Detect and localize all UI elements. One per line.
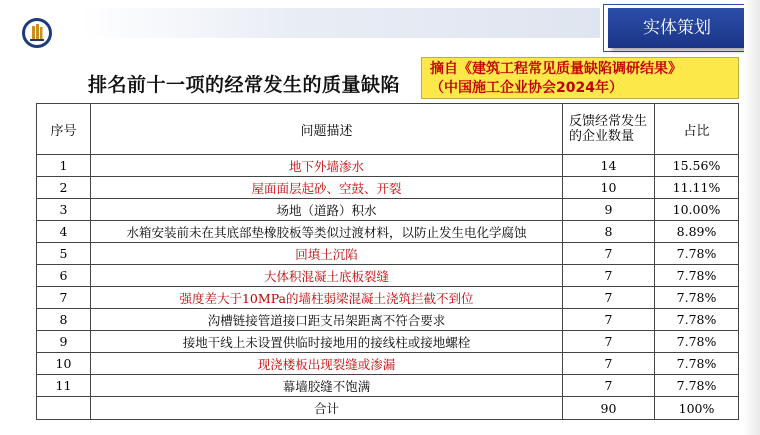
row-no: 6 [37, 265, 91, 287]
table-row [37, 309, 739, 331]
table-row [37, 199, 739, 221]
row-count: 7 [563, 265, 655, 287]
row-count: 9 [563, 199, 655, 221]
table-header-row [37, 104, 739, 155]
row-ratio: 10.00% [655, 199, 739, 221]
table-row [37, 243, 739, 265]
table-row [37, 353, 739, 375]
table-row [37, 177, 739, 199]
table-row [37, 287, 739, 309]
row-desc: 大体积混凝土底板裂缝 [91, 265, 563, 287]
row-no: 5 [37, 243, 91, 265]
row-count: 7 [563, 309, 655, 331]
row-ratio: 7.78% [655, 243, 739, 265]
row-desc: 强度差大于10MPa的墙柱弱梁混凝土浇筑拦截不到位 [91, 287, 563, 309]
row-ratio: 7.78% [655, 309, 739, 331]
row-desc: 幕墙胶缝不饱满 [91, 375, 563, 397]
total-count: 90 [563, 397, 655, 420]
section-tag: 实体策划 [608, 8, 746, 48]
total-empty-cell [37, 397, 91, 420]
table-row [37, 155, 739, 177]
table-row [37, 265, 739, 287]
row-count: 14 [563, 155, 655, 177]
row-desc: 地下外墙渗水 [91, 155, 563, 177]
row-no: 2 [37, 177, 91, 199]
row-no: 7 [37, 287, 91, 309]
row-count: 8 [563, 221, 655, 243]
header-desc: 问题描述 [91, 104, 563, 155]
row-no: 10 [37, 353, 91, 375]
source-note [421, 57, 739, 99]
row-desc: 现浇楼板出现裂缝或渗漏 [91, 353, 563, 375]
row-ratio: 8.89% [655, 221, 739, 243]
row-desc: 水箱安装前未在其底部垫橡胶板等类似过渡材料，以防止发生电化学腐蚀 [91, 221, 563, 243]
row-desc: 回填土沉陷 [91, 243, 563, 265]
row-ratio: 7.78% [655, 331, 739, 353]
page-title: 排名前十一项的经常发生的质量缺陷 [88, 74, 401, 96]
page-edge-shadow [744, 0, 760, 435]
row-no: 3 [37, 199, 91, 221]
row-no: 8 [37, 309, 91, 331]
row-no: 4 [37, 221, 91, 243]
header-ratio: 占比 [655, 104, 739, 155]
row-ratio: 15.56% [655, 155, 739, 177]
header-count: 反馈经常发生 的企业数量 [563, 104, 655, 155]
source-note-line2: （中国施工企业协会2024年） [430, 80, 623, 96]
row-ratio: 7.78% [655, 353, 739, 375]
defects-table [36, 103, 739, 420]
table-row [37, 375, 739, 397]
header-no: 序号 [37, 104, 91, 155]
row-count: 7 [563, 243, 655, 265]
row-no: 1 [37, 155, 91, 177]
row-ratio: 7.78% [655, 287, 739, 309]
row-count: 7 [563, 287, 655, 309]
total-ratio: 100% [655, 397, 739, 420]
row-count: 7 [563, 331, 655, 353]
row-no: 11 [37, 375, 91, 397]
table-row [37, 331, 739, 353]
row-desc: 接地干线上未设置供临时接地用的接线柱或接地螺栓 [91, 331, 563, 353]
row-count: 7 [563, 353, 655, 375]
company-logo-icon [22, 18, 52, 48]
row-desc: 场地（道路）积水 [91, 199, 563, 221]
row-desc: 沟槽链接管道接口距支吊架距离不符合要求 [91, 309, 563, 331]
header-band [80, 8, 600, 38]
row-ratio: 11.11% [655, 177, 739, 199]
row-ratio: 7.78% [655, 375, 739, 397]
row-desc: 屋面面层起砂、空鼓、开裂 [91, 177, 563, 199]
table-row [37, 221, 739, 243]
total-label: 合计 [91, 397, 563, 420]
row-count: 10 [563, 177, 655, 199]
row-ratio: 7.78% [655, 265, 739, 287]
row-no: 9 [37, 331, 91, 353]
source-note-line1: 摘自《建筑工程常见质量缺陷调研结果》 [430, 61, 682, 77]
row-count: 7 [563, 375, 655, 397]
table-total-row [37, 397, 739, 420]
